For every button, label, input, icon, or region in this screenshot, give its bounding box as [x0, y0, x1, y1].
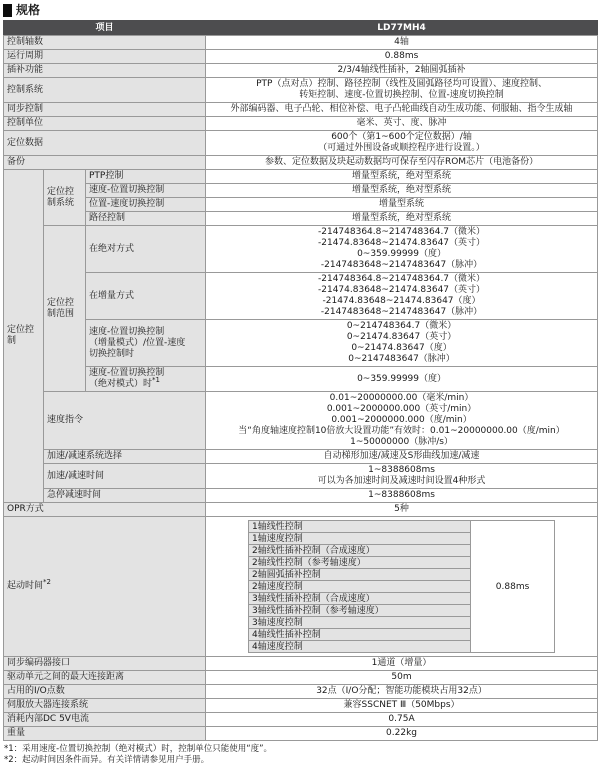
- value-line: 0.001~2000000.000（度/min）: [331, 415, 472, 425]
- row-value: 4轴: [206, 36, 598, 50]
- row-value: 5种: [206, 503, 598, 517]
- row-value: [206, 226, 598, 273]
- row-emergency-stop-time: [4, 489, 598, 503]
- row-value: [206, 367, 598, 392]
- spec-table: [3, 20, 598, 741]
- value-line: 0~21474.83647（英寸）: [346, 332, 457, 342]
- value-line: 当“角度轴速度控制10倍放大设置功能”有效时：0.01~20000000.00（度/min）: [238, 426, 565, 436]
- value-line: 0.01~20000000.00（毫米/min）: [329, 393, 474, 403]
- row-accel-decel-time: [4, 464, 598, 489]
- value-line: -214748364.8~214748364.7（微米）: [318, 227, 486, 237]
- row-label: [86, 273, 206, 320]
- row-value: 增量型系统，绝对型系统: [206, 212, 598, 226]
- value-line: （可通过外围设备或顺控程序进行设置。）: [318, 143, 485, 153]
- row-label: OPR方式: [4, 503, 206, 517]
- row-label: [86, 226, 206, 273]
- row-value: [206, 273, 598, 320]
- row-value: 0.88ms: [206, 50, 598, 64]
- row-positioning-data: [4, 131, 598, 156]
- row-value: 50m: [206, 671, 598, 685]
- row-label: 控制系统: [4, 78, 206, 103]
- row-label: 定位数据: [4, 131, 206, 156]
- row-operation-cycle: [4, 50, 598, 64]
- row-label: 伺服放大器连接系统: [4, 699, 206, 713]
- row-control-system: [4, 78, 598, 103]
- value-line: -21474.83648~21474.83647（英寸）: [318, 238, 486, 248]
- row-value: 外部编码器、电子凸轮、相位补偿、电子凸轮曲线自动生成功能、伺服轴、指令生成轴: [206, 103, 598, 117]
- startup-item: 3轴线性插补控制（合成速度）: [249, 593, 471, 605]
- footnotes: [4, 744, 597, 766]
- label-line: 速度-位置切换控制: [89, 368, 165, 378]
- row-ptp-control: [4, 170, 598, 184]
- row-value: 1通道（增量）: [206, 657, 598, 671]
- row-label: [86, 367, 206, 392]
- row-label: 插补功能: [4, 64, 206, 78]
- row-value: 增量型系统: [206, 198, 598, 212]
- row-opr-method: [4, 503, 598, 517]
- row-label: 驱动单元之间的最大连接距离: [4, 671, 206, 685]
- row-value: 毫米、英寸、度、脉冲: [206, 117, 598, 131]
- row-label: 控制单位: [4, 117, 206, 131]
- row-label: 加速/减速系统选择: [44, 450, 206, 464]
- startup-row: [249, 521, 555, 533]
- row-label: 速度-位置切换控制: [86, 184, 206, 198]
- row-value: 增量型系统，绝对型系统: [206, 184, 598, 198]
- row-speed-command: [4, 392, 598, 450]
- value-line: 0~2147483647（脉冲）: [348, 354, 455, 364]
- row-label: 同步编码器接口: [4, 657, 206, 671]
- value-line: 0~214748364.7（微米）: [346, 321, 457, 331]
- value-line: 转矩控制、速度-位置切换控制、位置-速度切换控制: [299, 90, 504, 100]
- col-header-model: LD77MH4: [206, 21, 598, 36]
- label-text: （绝对模式）时: [89, 379, 153, 389]
- row-path-control: [4, 212, 598, 226]
- row-value: 0.75A: [206, 713, 598, 727]
- row-value: 参数、定位数据及块起动数据均可保存至闪存ROM芯片（电池备份）: [206, 156, 598, 170]
- startup-value: 0.88ms: [471, 521, 555, 653]
- startup-item: 2轴圆弧插补控制: [249, 569, 471, 581]
- row-value: 自动梯形加速/减速及S形曲线加速/减速: [206, 450, 598, 464]
- label-line: [89, 376, 202, 390]
- row-value: [206, 320, 598, 367]
- row-label: 位置-速度切换控制: [86, 198, 206, 212]
- row-label: 占用的I/O点数: [4, 685, 206, 699]
- label-text: 起动时间: [7, 581, 44, 591]
- row-label: [86, 320, 206, 367]
- value-line: 0~21474.83647（度）: [351, 343, 452, 353]
- row-label: 运行周期: [4, 50, 206, 64]
- row-label: 加速/减速时间: [44, 464, 206, 489]
- row-startup-time: [4, 517, 598, 657]
- value-line: 0~359.99999（度）: [357, 249, 446, 259]
- row-incremental-range: [4, 273, 598, 320]
- row-sync-control: [4, 103, 598, 117]
- row-value: [206, 78, 598, 103]
- value-line: PTP（点对点）控制、路径控制（线性及圆弧路径均可设置）、速度控制、: [256, 79, 547, 89]
- footnote-2: *2：起动时间因条件而异。有关详情请参见用户手册。: [4, 755, 210, 765]
- startup-item: 2轴线性控制（参考轴速度）: [249, 557, 471, 569]
- row-value: [206, 392, 598, 450]
- row-internal-current: [4, 713, 598, 727]
- startup-item: 3轴线性插补控制（参考轴速度）: [249, 605, 471, 617]
- value-line: 可以为各加速时间及减速时间设置4种形式: [317, 476, 486, 486]
- row-io-points: [4, 685, 598, 699]
- group-label-positioning-system: 定位控制系统: [44, 170, 86, 226]
- row-value: 1~8388608ms: [206, 489, 598, 503]
- label-line: （增量模式）/位置-速度: [89, 337, 186, 348]
- row-label: 同步控制: [4, 103, 206, 117]
- row-value: 0.22kg: [206, 727, 598, 741]
- row-value: 兼容SSCNET Ⅲ（50Mbps）: [206, 699, 598, 713]
- row-label: 备份: [4, 156, 206, 170]
- title-square-icon: [3, 4, 12, 17]
- group-label-positioning-range: 定位控制范围: [44, 226, 86, 392]
- row-absolute-range: [4, 226, 598, 273]
- footnote-marker: *2: [43, 578, 51, 586]
- value-line: 0.001~2000000.000（英寸/min）: [326, 404, 477, 414]
- row-label: 消耗内部DC 5V电流: [4, 713, 206, 727]
- row-accel-decel-system: [4, 450, 598, 464]
- row-encoder-interface: [4, 657, 598, 671]
- row-servo-amplifier-link: [4, 699, 598, 713]
- value-line: 600个（第1~600个定位数据）/轴: [331, 132, 472, 142]
- group-label-positioning-control: 定位控制: [4, 170, 44, 503]
- row-backup: [4, 156, 598, 170]
- value-line: -21474.83648~21474.83647（度）: [322, 296, 481, 306]
- startup-item: 1轴速度控制: [249, 533, 471, 545]
- row-label: 路径控制: [86, 212, 206, 226]
- label-line: 在增量方式: [89, 290, 135, 301]
- page-title-text: 规格: [16, 3, 41, 17]
- value-line: -21474.83648~21474.83647（英寸）: [318, 285, 486, 295]
- row-label: 控制轴数: [4, 36, 206, 50]
- row-label: PTP控制: [86, 170, 206, 184]
- footnote-marker: *1: [152, 376, 160, 384]
- row-label: 急停减速时间: [44, 489, 206, 503]
- page-title: [3, 4, 597, 17]
- footnote-1: *1：采用速度-位置切换控制（绝对模式）时，控制单位只能使用“度”。: [4, 744, 273, 754]
- row-label: 速度指令: [44, 392, 206, 450]
- row-switch-control-range: [4, 320, 598, 367]
- value-line: -2147483648~2147483647（脉冲）: [320, 260, 483, 270]
- row-value: [206, 464, 598, 489]
- startup-item: 2轴速度控制: [249, 581, 471, 593]
- startup-time-table: [248, 520, 555, 653]
- row-interpolation: [4, 64, 598, 78]
- col-header-item: 项目: [4, 21, 206, 36]
- startup-item: 4轴线性插补控制: [249, 629, 471, 641]
- row-speed-position-switch-control: [4, 184, 598, 198]
- value-line: -214748364.8~214748364.7（微米）: [318, 274, 486, 284]
- row-label: 重量: [4, 727, 206, 741]
- table-header-row: [4, 21, 598, 36]
- label-line: 切换控制时: [89, 348, 135, 359]
- value-line: 1~50000000（脉冲/s）: [350, 437, 453, 447]
- row-value: 2/3/4轴线性插补，2轴圆弧插补: [206, 64, 598, 78]
- row-max-connection-distance: [4, 671, 598, 685]
- value-line: 1~8388608ms: [368, 465, 435, 475]
- row-label: [4, 517, 206, 657]
- startup-item: 4轴速度控制: [249, 641, 471, 653]
- row-position-speed-switch-control: [4, 198, 598, 212]
- label-line: 在绝对方式: [89, 243, 135, 254]
- startup-item: 1轴线性控制: [249, 521, 471, 533]
- value-line: 0~359.99999（度）: [357, 373, 446, 384]
- row-value: [206, 517, 598, 657]
- row-control-unit: [4, 117, 598, 131]
- startup-item: 2轴线性插补控制（合成速度）: [249, 545, 471, 557]
- row-weight: [4, 727, 598, 741]
- row-value: 32点（I/O分配；智能功能模块占用32点）: [206, 685, 598, 699]
- startup-item: 3轴速度控制: [249, 617, 471, 629]
- row-value: [206, 131, 598, 156]
- value-line: -2147483648~2147483647（脉冲）: [320, 307, 483, 317]
- label-line: 速度-位置切换控制: [89, 326, 165, 337]
- row-value: 增量型系统，绝对型系统: [206, 170, 598, 184]
- row-control-axes: [4, 36, 598, 50]
- row-absolute-switch-range: [4, 367, 598, 392]
